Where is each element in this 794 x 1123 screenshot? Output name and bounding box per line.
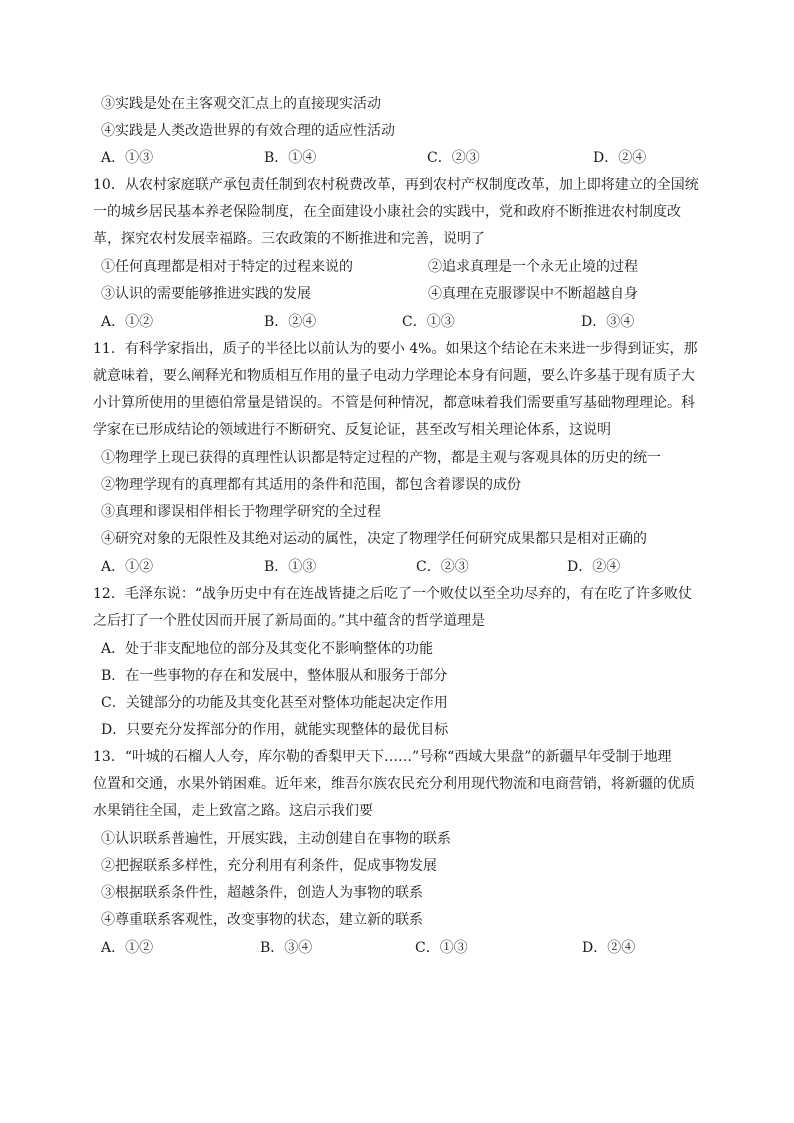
q11-option-d: D．②④ [567, 559, 621, 575]
q9-item-4: ④实践是人类改造世界的有效合理的适应性活动 [101, 123, 395, 139]
q13-stem-line-3: 水果销往全国，走上致富之路。这启示我们要 [93, 803, 373, 819]
q11-item-2: ②物理学现有的真理都有其适用的条件和范围，都包含着谬误的成份 [101, 477, 521, 493]
q10-item-3: ③认识的需要能够推进实践的发展 [101, 286, 311, 302]
q9-option-a: A．①③ [101, 150, 154, 166]
q11-stem-line-4: 学家在已形成结论的领域进行不断研究、反复论证，甚至改写相关理论体系，这说明 [93, 422, 611, 438]
q9-item-3: ③实践是处在主客观交汇点上的直接现实活动 [101, 96, 381, 112]
q9-option-d: D．②④ [593, 150, 647, 166]
q12-option-b: B．在一些事物的存在和发展中，整体服从和服务于部分 [101, 668, 448, 684]
q11-item-3: ③真理和谬误相伴相长于物理学研究的全过程 [101, 504, 381, 520]
q12-option-d: D．只要充分发挥部分的作用，就能实现整体的最优目标 [101, 722, 449, 738]
q13-item-3: ③根据联系条件性，超越条件，创造人为事物的联系 [101, 885, 423, 901]
q10-item-4: ④真理在克服谬误中不断超越自身 [428, 286, 638, 302]
q13-option-d: D．②④ [582, 940, 636, 956]
q12-option-a: A．处于非支配地位的部分及其变化不影响整体的功能 [101, 641, 434, 657]
q13-stem-line-2: 位置和交通，水果外销困难。近年来，维吾尔族农民充分利用现代物流和电商营销，将新疆的优质 [93, 776, 695, 792]
q10-option-b: B．②④ [264, 314, 317, 330]
q10-stem-line-2: 一的城乡居民基本养老保险制度，在全面建设小康社会的实践中，党和政府不断推进农村制度改 [93, 204, 681, 220]
q13-stem-line-1: 13．“叶城的石榴人人夸，库尔勒的香梨甲天下……”号称“西域大果盘”的新疆早年受制于地理 [93, 749, 672, 765]
q10-item-2: ②追求真理是一个永无止境的过程 [428, 259, 638, 275]
q13-option-b: B．③④ [260, 940, 313, 956]
q13-option-a: A．①② [101, 940, 154, 956]
q10-stem-line-3: 革，探究农村发展幸福路。三农政策的不断推进和完善，说明了 [93, 231, 485, 247]
q11-stem-line-2: 就意味着，要么阐释光和物质相互作用的量子电动力学理论本身有问题，要么许多基于现有质子大 [93, 368, 695, 384]
q13-option-c: C．①③ [415, 940, 468, 956]
q11-item-4: ④研究对象的无限性及其绝对运动的属性，决定了物理学任何研究成果都只是相对正确的 [101, 531, 647, 547]
q10-option-a: A．①② [101, 314, 154, 330]
q12-stem-line-1: 12．毛泽东说：“战争历史中有在连战皆捷之后吃了一个败仗以至全功尽弃的，有在吃了许多败仗 [93, 586, 692, 602]
q13-item-1: ①认识联系普遍性，开展实践，主动创建自在事物的联系 [101, 831, 451, 847]
q13-item-4: ④尊重联系客观性，改变事物的状态，建立新的联系 [101, 912, 423, 928]
q10-item-1: ①任何真理都是相对于特定的过程来说的 [101, 259, 353, 275]
q11-stem-line-1: 11．有科学家指出，质子的半径比以前认为的要小 4%。如果这个结论在未来进一步得到证实，那 [93, 341, 698, 357]
q12-option-c: C．关键部分的功能及其变化甚至对整体功能起决定作用 [101, 695, 448, 711]
q11-option-a: A．①② [101, 559, 154, 575]
q11-option-b: B．①③ [264, 559, 317, 575]
q13-item-2: ②把握联系多样性，充分利用有利条件，促成事物发展 [101, 858, 437, 874]
q11-stem-line-3: 小计算所使用的里德伯常量是错误的。不管是何种情况，都意味着我们需要重写基础物理理论。科 [93, 395, 695, 411]
q9-option-b: B．①④ [264, 150, 317, 166]
q10-option-d: D．③④ [581, 314, 635, 330]
q10-stem-line-1: 10．从农村家庭联产承包责任制到农村税费改革，再到农村产权制度改革，加上即将建立的全国统 [93, 177, 699, 193]
q11-option-c: C．②③ [416, 559, 469, 575]
q11-item-1: ①物理学上现已获得的真理性认识都是特定过程的产物，都是主观与客观具体的历史的统一 [101, 450, 661, 466]
q9-option-c: C．②③ [427, 150, 480, 166]
q10-option-c: C．①③ [402, 314, 455, 330]
q12-stem-line-2: 之后打了一个胜仗因而开展了新局面的。”其中蕴含的哲学道理是 [93, 613, 486, 629]
